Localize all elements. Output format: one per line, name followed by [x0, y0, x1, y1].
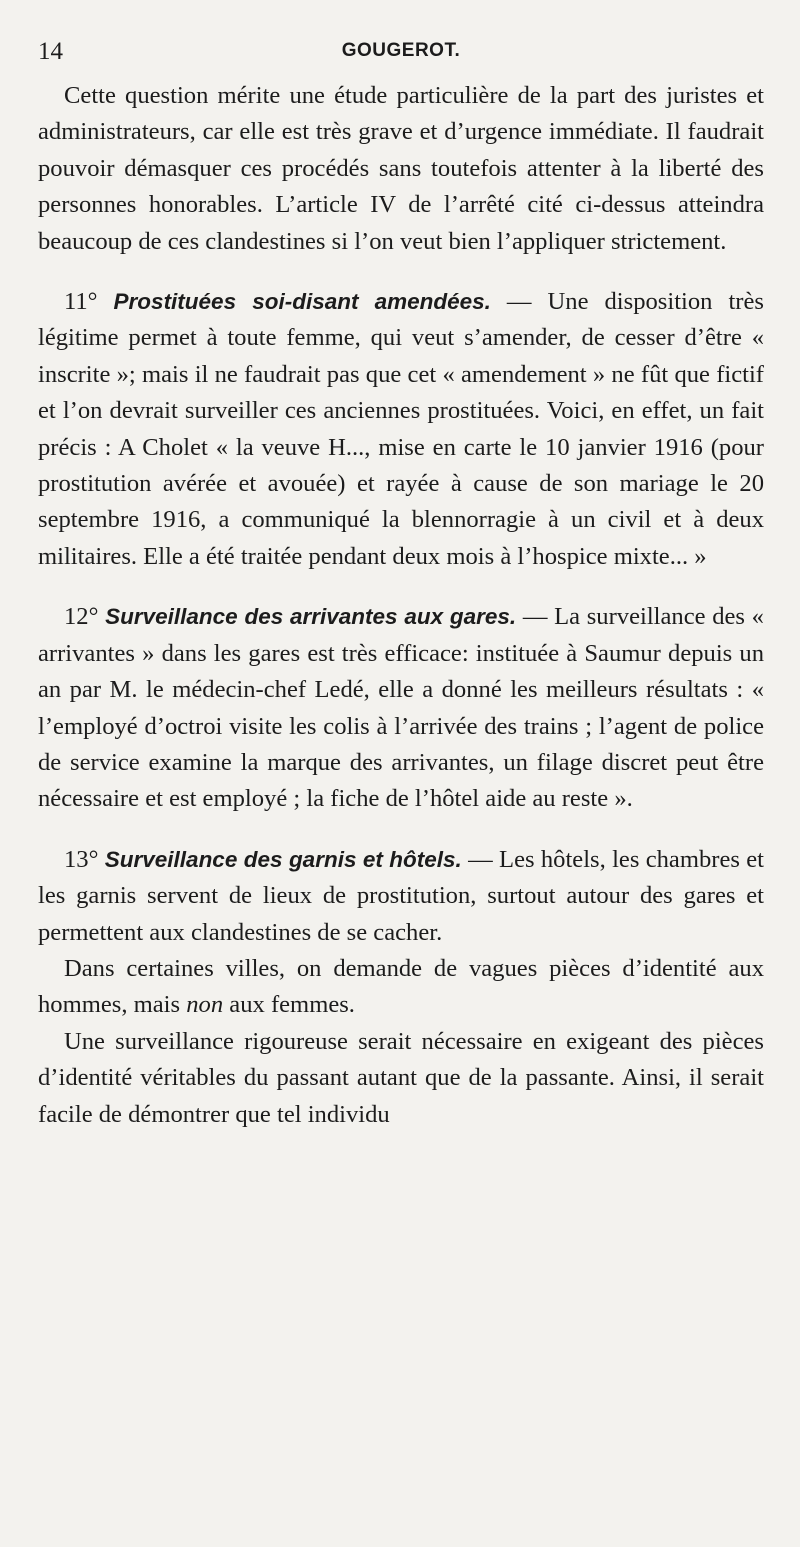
section-13-number: 13° — [64, 845, 99, 873]
identity-text-before: Dans certaines villes, on demande de vagues pièces d’identité aux hommes, mais — [38, 954, 764, 1019]
section-12-paragraph — [38, 599, 764, 817]
section-13-text: — Les hôtels, les chambres et les garnis servent de lieux de prostitution, surtout autour des gares et permettent aux clandestines de se cacher. — [38, 845, 765, 946]
identity-paragraph — [38, 951, 764, 1024]
page-header — [38, 38, 764, 78]
section-11-paragraph — [38, 284, 764, 575]
intro-paragraph: Cette question mérite une étude particulière de la part des juristes et administrateurs, car elle est très grave et d’urgence immédiate. Il faudrait pouvoir démasquer ces procédés sans toutefois attenter à la liberté des personnes honorables. L’article IV de l’arrêté cité ci-dessus atteindra beaucoup de ces clandestines si l’on veut bien l’appliquer strictement. — [38, 82, 764, 255]
identity-text-after: aux femmes. — [229, 991, 355, 1019]
section-13-title: Surveillance des garnis et hôtels. — [104, 846, 462, 872]
section-12-title: Surveillance des arrivantes aux gares. — [105, 604, 517, 630]
section-12-number: 12° — [64, 603, 99, 631]
page-number: 14 — [38, 38, 63, 65]
section-11-number: 11° — [64, 288, 98, 316]
last-paragraph: Une surveillance rigoureuse serait nécessaire en exigeant des pièces d’identité véritables du passant autant que de la passante. Ainsi, il serait facile de démontrer que tel individu — [38, 1027, 764, 1128]
identity-emphasis: non — [186, 991, 224, 1019]
section-12-text: — La surveillance des « arrivantes » dans les gares est très efficace: instituée à Saumur depuis un an par M. le médecin-chef Ledé, elle a donné les meilleurs résultats : « l’employé d’octroi visite les colis à l’arrivée des trains ; l’agent de police de service examine la marque des arrivantes, un filage discret peut être nécessaire et est employé ; la fiche de l’hôtel aide au reste ». — [38, 603, 764, 813]
section-11-title: Prostituées soi-disant amendées. — [113, 289, 491, 315]
section-11-text: — Une disposition très légitime permet à toute femme, qui veut s’amender, de cesser d’être « inscrite »; mais il ne faudrait pas que cet « amendement » ne fût que fictif et l’on devrait surveiller ces anciennes prostituées. Voici, en effet, un fait précis : A Cholet « la veuve H..., mise en carte le 10 janvier 1916 (pour prostitution avérée et avouée) et rayée à cause de son mariage le 20 septembre 1916, a communiqué la blennorragie à un civil et à deux militaires. Elle a été traitée pendant deux mois à l’hospice mixte... » — [38, 288, 764, 570]
section-13-paragraph — [38, 842, 764, 951]
running-head: GOUGEROT. — [341, 40, 461, 61]
